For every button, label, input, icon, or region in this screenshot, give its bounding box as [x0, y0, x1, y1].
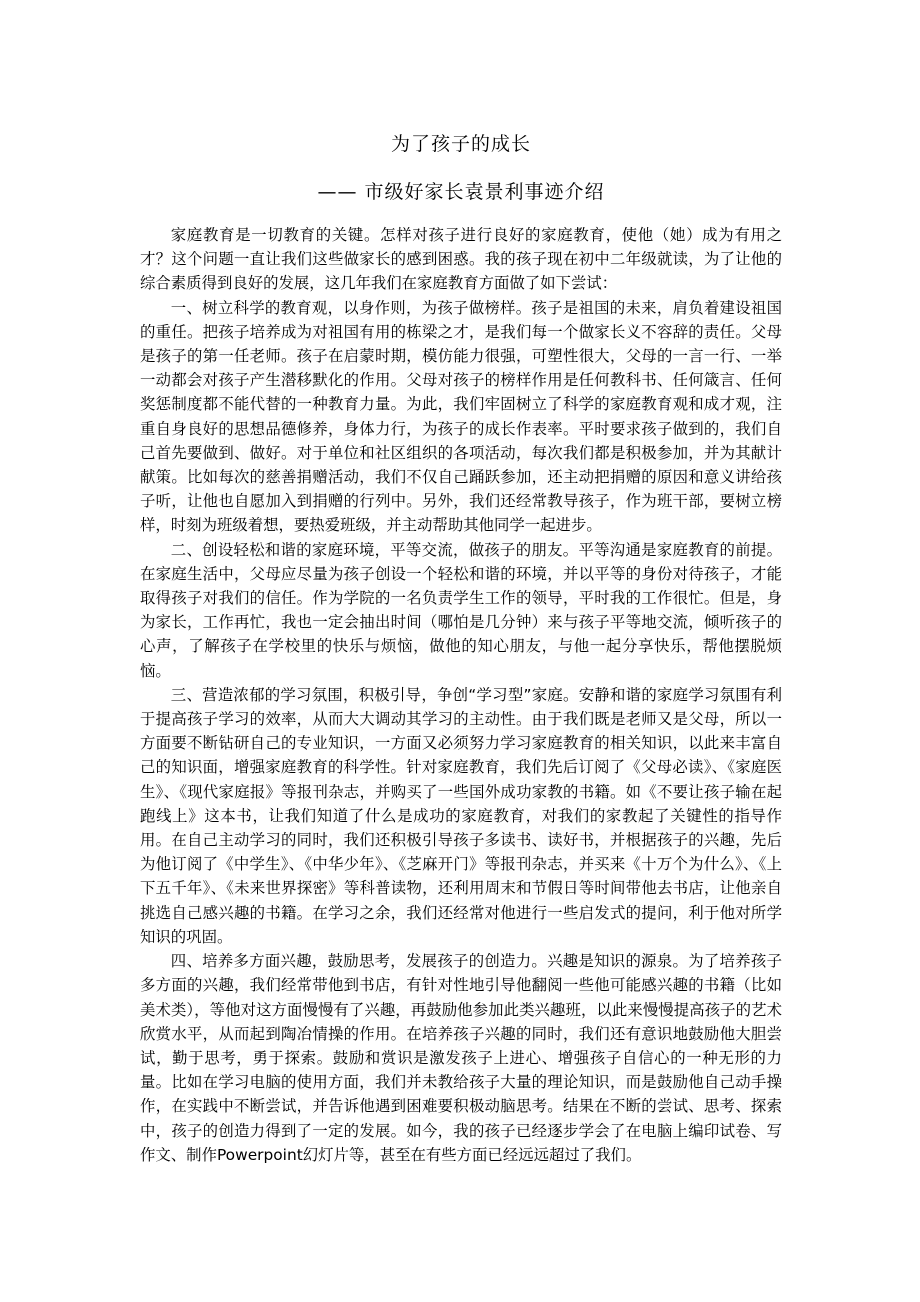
paragraph-section-2: 二、创设轻松和谐的家庭环境，平等交流，做孩子的朋友。平等沟通是家庭教育的前提。在家庭生活中，父母应尽量为孩子创设一个轻松和谐的环境，并以平等的身份对待孩子，才能取得孩子对我们的信任。作为学院的一名负责学生工作的领导，平时我的工作很忙。但是，身为家长，工作再忙，我也一定会抽出时间（哪怕是几分钟）来与孩子平等地交流，倾听孩子的心声，了解孩子在学校里的快乐与烦恼，做他的知心朋友，与他一起分享快乐，帮他摆脱烦恼。	[140, 540, 782, 680]
document-body	[140, 223, 782, 1167]
paragraph-section-3: 三、营造浓郁的学习氛围，积极引导，争创“学习型”家庭。安静和谐的家庭学习氛围有利于提高孩子学习的效率，从而大大调动其学习的主动性。由于我们既是老师又是父母，所以一方面要不断钻研自己的专业知识，一方面又必须努力学习家庭教育的相关知识，以此来丰富自己的知识面，增强家庭教育的科学性。针对家庭教育，我们先后订阅了《父母必读》、《家庭医生》、《现代家庭报》等报刊杂志，并购买了一些国外成功家教的书籍。如《不要让孩子输在起跑线上》这本书，让我们知道了什么是成功的家庭教育，对我们的家教起了关键性的指导作用。在自己主动学习的同时，我们还积极引导孩子多读书、读好书，并根据孩子的兴趣，先后为他订阅了《中学生》、《中华少年》、《芝麻开门》等报刊杂志，并买来《十万个为什么》、《上下五千年》、《未来世界探密》等科普读物，还利用周末和节假日等时间带他去书店，让他亲自挑选自己感兴趣的书籍。在学习之余，我们还经常对他进行一些启发式的提问，利于他对所学知识的巩固。	[140, 685, 782, 946]
paragraph-intro: 家庭教育是一切教育的关键。怎样对孩子进行良好的家庭教育，使他（她）成为有用之才？这个问题一直让我们这些做家长的感到困惑。我的孩子现在初中二年级就读，为了让他的综合素质得到良好的发展，这几年我们在家庭教育方面做了如下尝试：	[140, 226, 782, 293]
paragraph-section-1: 一、树立科学的教育观，以身作则，为孩子做榜样。孩子是祖国的未来，肩负着建设祖国的重任。把孩子培养成为对祖国有用的栋梁之才，是我们每一个做家长义不容辞的责任。父母是孩子的第一任老师。孩子在启蒙时期，模仿能力很强，可塑性很大，父母的一言一行、一举一动都会对孩子产生潜移默化的作用。父母对孩子的榜样作用是任何教科书、任何箴言、任何奖惩制度都不能代替的一种教育力量。为此，我们牢固树立了科学的家庭教育观和成才观，注重自身良好的思想品德修养，身体力行，为孩子的成长作表率。平时要求孩子做到的，我们自己首先要做到、做好。对于单位和社区组织的各项活动，每次我们都是积极参加，并为其献计献策。比如每次的慈善捐赠活动，我们不仅自己踊跃参加，还主动把捐赠的原因和意义讲给孩子听，让他也自愿加入到捐赠的行列中。另外，我们还经常教导孩子，作为班干部，要树立榜样，时刻为班级着想，要热爱班级，并主动帮助其他同学一起进步。	[140, 298, 782, 535]
document-page	[140, 0, 782, 1167]
paragraph-section-4: 四、培养多方面兴趣，鼓励思考，发展孩子的创造力。兴趣是知识的源泉。为了培养孩子多方面的兴趣，我们经常带他到书店，有针对性地引导他翻阅一些他可能感兴趣的书籍（比如美术类），等他对这方面慢慢有了兴趣，再鼓励他参加此类兴趣班，以此来慢慢提高孩子的艺术欣赏水平，从而起到陶冶情操的作用。在培养孩子兴趣的同时，我们还有意识地鼓励他大胆尝试，勤于思考，勇于探索。鼓励和赏识是激发孩子上进心、增强孩子自信心的一种无形的力量。比如在学习电脑的使用方面，我们并未教给孩子大量的理论知识，而是鼓励他自己动手操作，在实践中不断尝试，并告诉他遇到困难要积极动脑思考。结果在不断的尝试、思考、探索中，孩子的创造力得到了一定的发展。如今，我的孩子已经逐步学会了在电脑上编印试卷、写作文、制作Powerpoint幻灯片等，甚至在有些方面已经远远超过了我们。	[140, 952, 782, 1164]
document-subtitle: —— 市级好家长袁景利事迹介绍	[317, 181, 605, 203]
document-title: 为了孩子的成长	[390, 133, 531, 155]
